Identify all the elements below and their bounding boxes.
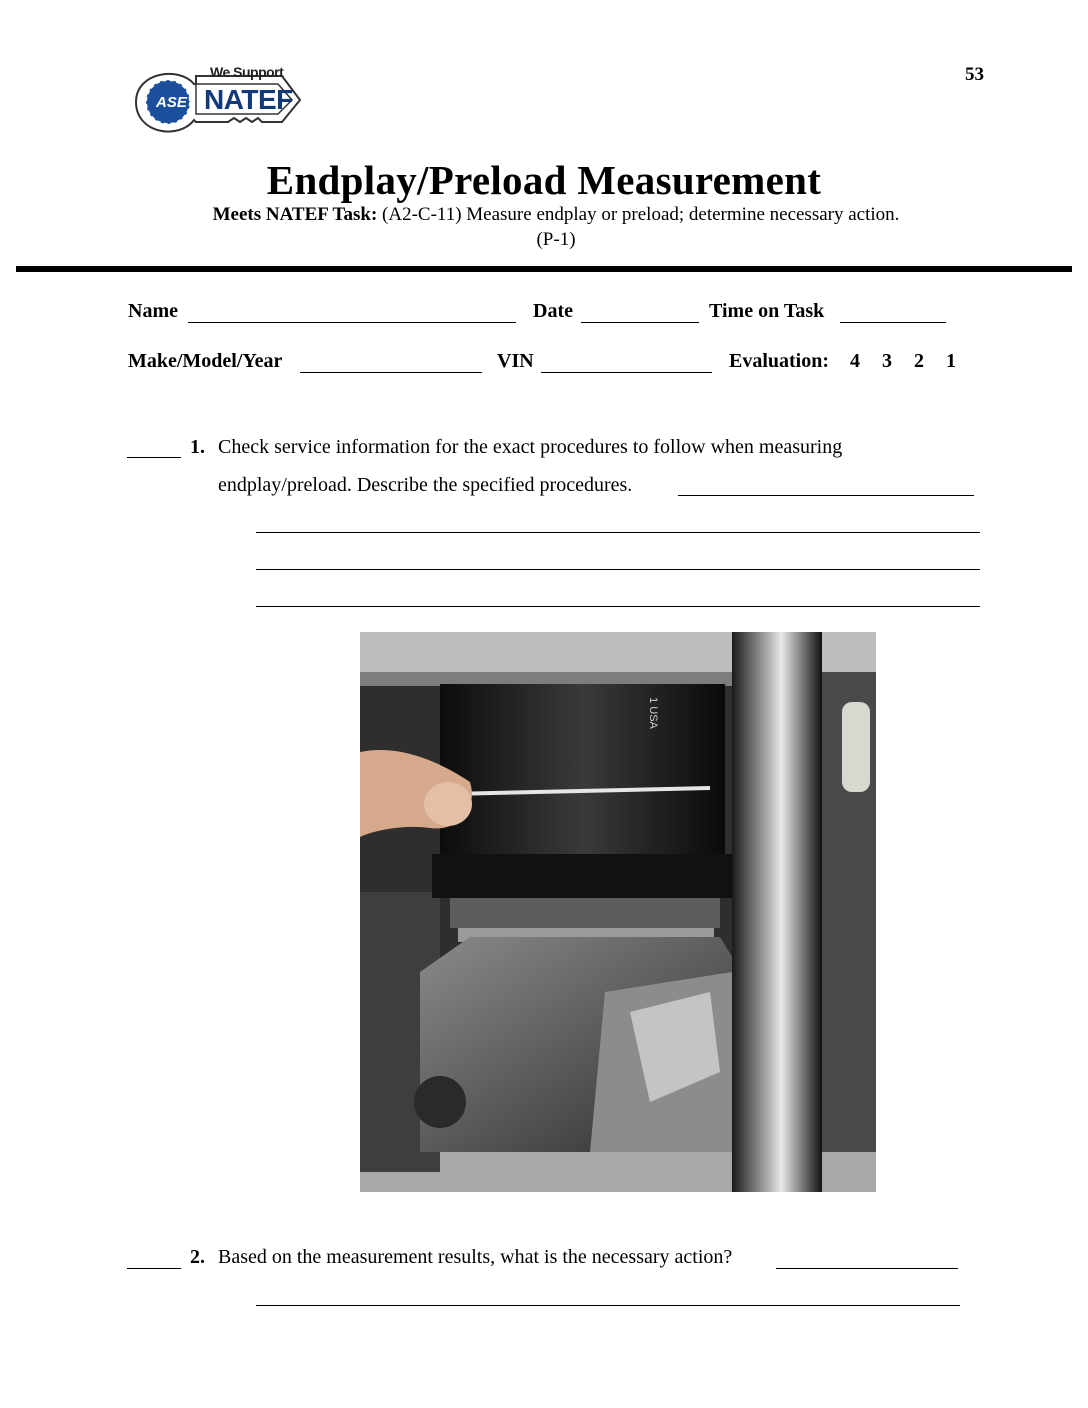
name-label: Name (128, 300, 178, 322)
answer-line[interactable] (256, 569, 980, 570)
logo-badge: ASE (156, 94, 187, 111)
question-1-number: 1. (190, 436, 205, 458)
evaluation-label: Evaluation: (729, 350, 830, 372)
question-2-number: 2. (190, 1246, 205, 1268)
photo-mark: 1 USA (646, 697, 659, 729)
logo-top-text: We Support (210, 64, 284, 80)
question-2-check-blank[interactable] (127, 1268, 181, 1269)
make-model-year-label: Make/Model/Year (128, 350, 283, 372)
endplay-measurement-photo (360, 632, 876, 1192)
answer-line[interactable] (256, 606, 980, 607)
differential-feeler-gauge-image (360, 632, 876, 1192)
page-number: 53 (965, 64, 984, 85)
answer-line[interactable] (776, 1268, 958, 1269)
date-field[interactable] (581, 322, 699, 323)
evaluation-score-1[interactable]: 1 (946, 350, 956, 372)
evaluation-score-4[interactable]: 4 (850, 350, 860, 372)
natef-logo (134, 62, 302, 144)
answer-line[interactable] (256, 1305, 960, 1306)
question-2-text: Based on the measurement results, what is the necessary action? (218, 1246, 733, 1268)
logo-brand: NATEF (204, 84, 293, 115)
page-title: Endplay/Preload Measurement (266, 157, 822, 203)
time-on-task-label: Time on Task (709, 300, 825, 322)
name-field[interactable] (188, 322, 516, 323)
answer-line[interactable] (678, 495, 974, 496)
divider (16, 266, 1072, 272)
time-on-task-field[interactable] (840, 322, 946, 323)
date-label: Date (533, 300, 573, 322)
task-text: (A2-C-11) Measure endplay or preload; determine necessary action. (382, 204, 900, 225)
vin-label: VIN (497, 350, 534, 372)
answer-line[interactable] (256, 532, 980, 533)
task-line (0, 204, 1088, 226)
task-label: Meets NATEF Task: (212, 204, 378, 225)
make-model-year-field[interactable] (300, 372, 482, 373)
question-1-text-line2: endplay/preload. Describe the specified procedures. (218, 474, 633, 496)
evaluation-score-3[interactable]: 3 (882, 350, 892, 372)
question-1-check-blank[interactable] (127, 457, 181, 458)
evaluation-score-2[interactable]: 2 (914, 350, 924, 372)
vin-field[interactable] (541, 372, 712, 373)
task-code: (P-1) (536, 229, 576, 250)
question-1-text: Check service information for the exact procedures to follow when measuring (218, 436, 843, 458)
